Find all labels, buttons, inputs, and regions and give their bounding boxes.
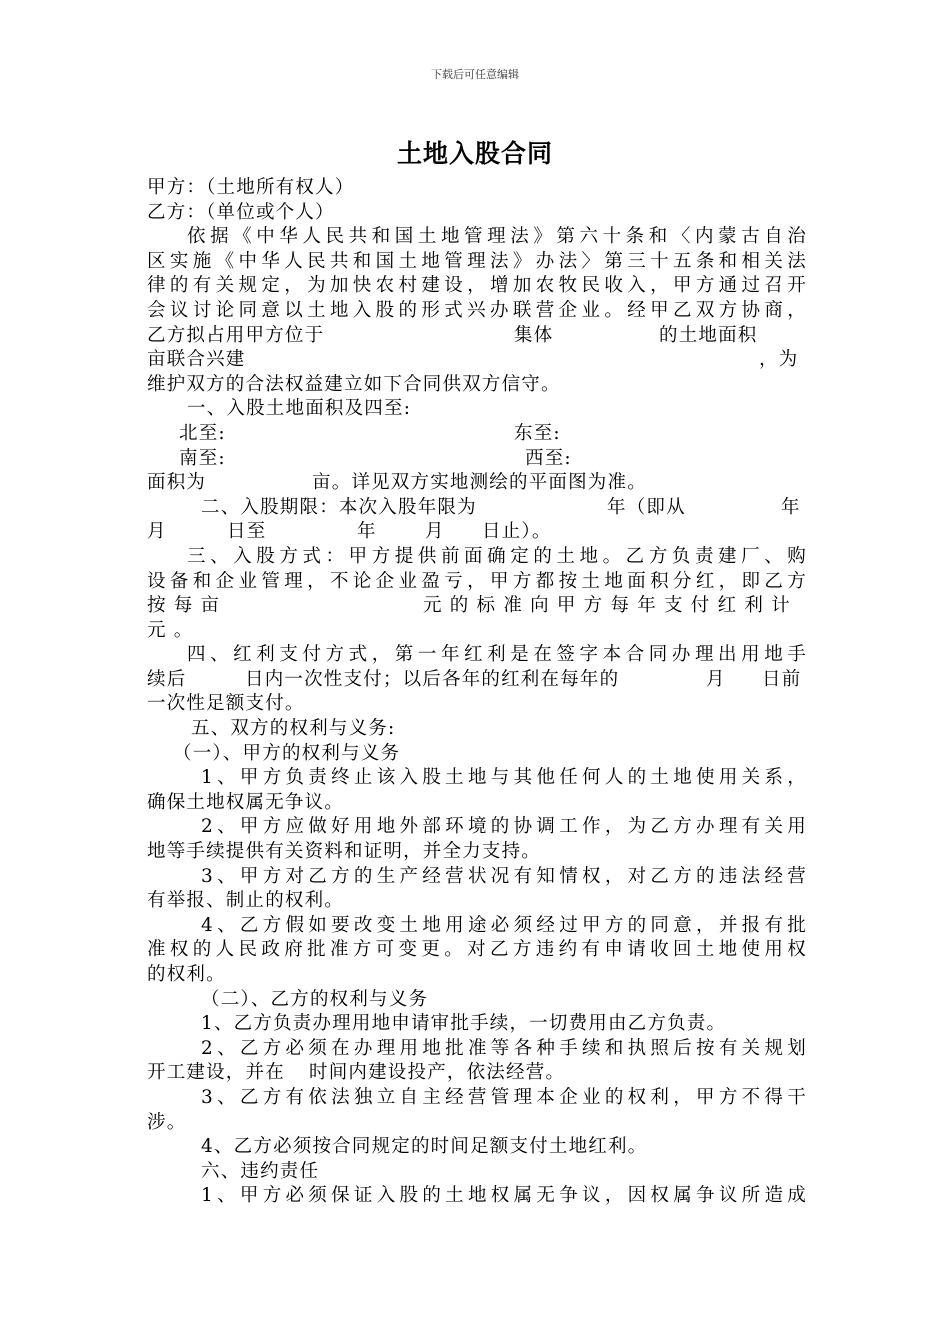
text-segment: 的土地面积 [659,324,758,346]
text-line [147,520,807,545]
text-line: 涉。 [147,1111,187,1133]
text-segment: 集体 [514,324,554,346]
text-segment: 二、入股期限：本次入股年限为 [201,496,477,518]
contract-body [147,176,807,1209]
text-segment: 日至 [227,521,267,543]
text-line: （二）、乙方的权利与义务 [201,988,429,1010]
text-line: 一次性足额支付。 [147,693,305,715]
text-line [147,594,807,619]
text-segment: 亩。详见双方实地测绘的平面图为准。 [312,472,647,494]
text-segment: 亩联合兴建 [147,349,246,371]
text-segment: 日止）。 [482,521,552,543]
text-segment: 乙方拟占用甲方位于 [147,324,325,346]
text-line: 会议讨论同意以土地入股的形式兴办联营企业。经甲乙双方协商， [147,299,807,321]
text-line: （一）、甲方的权利与义务 [173,742,401,764]
text-line: 区实施《中华人民共和国土地管理法》办法〉第三十五条和相关法 [147,250,807,272]
text-segment: 年 [357,521,377,543]
text-segment: 日内一次性支付；以后各年的红利在每年的 [245,668,620,690]
header-note: 下载后可任意编辑 [431,68,519,81]
text-line: 乙方：（单位或个人） [147,201,335,223]
text-line [147,471,807,496]
text-line: 甲方：（土地所有权人） [147,177,355,198]
text-segment: 月 [706,668,726,690]
text-line: 1、乙方负责办理用地申请审批手续，一切费用由乙方负责。 [201,1013,727,1035]
document-title: 土地入股合同 [396,139,553,168]
text-line: 地等手续提供有关资料和证明，并全力支持。 [147,841,542,863]
text-segment: 年（即从 [607,496,686,518]
text-line: 五、双方的权利与义务: [191,718,396,740]
text-line: 维护双方的合法权益建立如下合同供双方信守。 [147,373,561,395]
text-segment: 南至: [179,447,226,469]
text-segment: 北至: [179,422,226,444]
text-line: 3、乙方有依法独立自主经营管理本企业的权利，甲方不得干 [201,1086,807,1108]
text-segment: 西至: [525,447,572,469]
text-segment: 东至: [514,422,561,444]
text-line [147,496,807,521]
text-segment: 开工建设，并在 [147,1062,285,1084]
text-line [147,668,807,693]
text-line [147,447,807,472]
text-line: 设备和企业管理，不论企业盈亏，甲方都按土地面积分红，即乙方 [147,570,807,592]
text-segment: ，为 [759,349,799,371]
text-segment: 按 每 亩 [147,595,221,617]
text-segment: 元 的 标 准 向 甲 方 每 年 支 付 红 利 计 [423,595,791,617]
text-line: 四、红利支付方式，第一年红利是在签字本合同办理出用地手 [187,644,807,666]
text-line: 六、违约责任 [201,1160,320,1182]
text-line: 3、甲方对乙方的生产经营状况有知情权，对乙方的违法经营 [201,865,807,887]
text-segment: 日前 [762,668,802,690]
text-segment: 月 [147,521,167,543]
text-line: 的权利。 [147,964,226,985]
text-line: 一、入股土地面积及四至: [187,398,412,420]
text-line: 2、甲方应做好用地外部环境的协调工作，为乙方办理有关用 [201,816,807,838]
text-line: 元 。 [147,619,194,641]
text-line: 确保土地权属无争议。 [147,791,345,813]
text-line: 4、乙方假如要改变土地用途必须经过甲方的同意，并报有批 [201,914,807,936]
text-segment: 年 [781,496,801,518]
text-line: 依据《中华人民共和国土地管理法》第六十条和〈内蒙古自治 [187,226,807,248]
text-line: 1、甲方负责终止该入股土地与其他任何人的土地使用关系， [201,767,807,789]
text-segment: 时间内建设投产，依法经营。 [309,1062,566,1084]
text-line: 4、乙方必须按合同规定的时间足额支付土地红利。 [201,1136,648,1158]
text-line: 1、甲方必须保证入股的土地权属无争议，因权属争议所造成 [201,1185,807,1207]
text-line: 律的有关规定，为加快农村建设，增加农牧民收入，甲方通过召开 [147,275,807,297]
text-line: 有举报、制止的权利。 [147,890,345,912]
text-segment: 面积为 [147,472,207,494]
text-line [147,348,807,373]
text-line [147,1061,807,1086]
text-line [147,324,807,349]
text-segment: 月 [425,521,445,543]
text-line: 三、入股方式：甲方提供前面确定的土地。乙方负责建厂、购 [187,545,807,567]
text-line: 准权的人民政府批准方可变更。对乙方违约有申请收回土地使用权 [147,939,807,961]
text-segment: 续后 [147,668,187,690]
text-line: 2、乙方必须在办理用地批准等各种手续和执照后按有关规划 [201,1037,807,1059]
text-line [147,422,807,447]
